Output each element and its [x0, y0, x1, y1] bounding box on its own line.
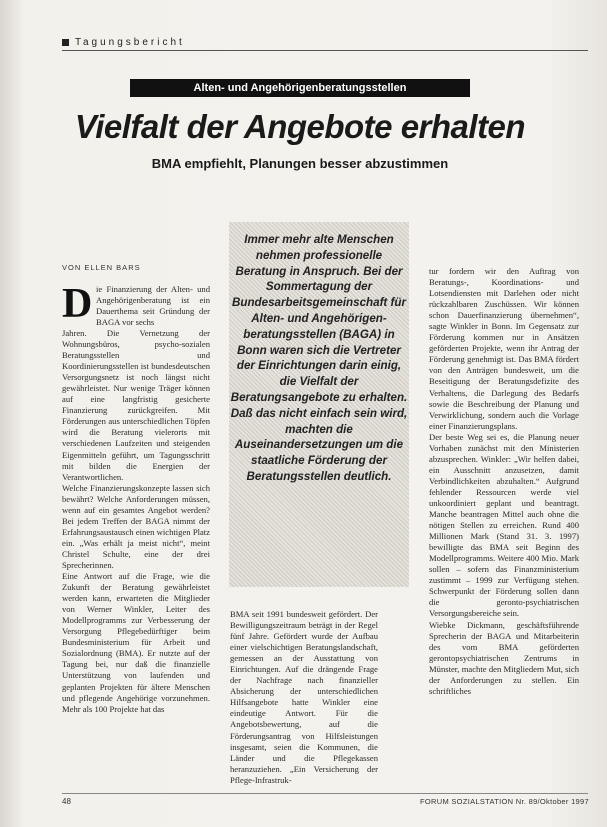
author-byline: VON ELLEN BARS	[62, 263, 141, 272]
bottom-rule	[62, 793, 588, 794]
headline: Vielfalt der Angebote erhalten	[74, 108, 526, 145]
pull-quote: Immer mehr alte Menschen nehmen professionelle Beratung in Anspruch. Bei der Sommertagung der Bundesarbeitsgemeinschaft für Alten- und Angehörigenberatungsstellen (BAGA) in Bonn waren sich die Vertreter der Einrichtungen darin einig, die Vielfalt der Beratungsangebote zu erhalten. Daß das nicht einfach sein wird, machten die Auseinandersetzungen um die staatliche Förderung der Beratungsstellen deutlich.	[229, 222, 409, 587]
page-number: 48	[62, 797, 71, 806]
subheadline: BMA empfiehlt, Planungen besser abzustimmen	[151, 156, 449, 171]
column-1: Jahren. Die Vernetzung der Wohnungsbüros, psycho-sozialen Beratungsstellen und Koordinierungsstellen ist bundesdeutschen Versorgungsnetz ist noch längst nicht gewährleistet. Nur wenige Träger können auf eine langfristig gesicherte Finanzierung zurückgreifen. Mit Förderungen aus unterschiedlichen Töpfen wird die Beratung vielerorts mit verschiedenen Laufzeiten und steigenden Eigenmitteln geführt, um Tagungsschritt mit bilden die Energien der Verantwortlichen. Welche Finanzierungskonzepte lassen sich bewährt? Welche Anforderungen müssen, wenn auf ein gesamtes Angebot werden? Bei jedem Treffen der BAGA nimmt der Erfahrungsaustausch einen wichtigen Platz ein. „Was erhält ja meist nicht“, meint Christel Schulte, eine der drei Sprecherinnen. Eine Antwort auf die Frage, wie die Zukunft der Beratung gewährleistet werden kann, erwarteten die Mitglieder von Werner Winkler, Leiter des Modellprogramms zur Verbesserung der Versorgung Pflegebedürftiger beim Bundesministerium für Arbeit und Sozialordnung (BMA). Er nutzte auf der Tagung bei, nur daß die finanzielle Unterstützung von laufenden und geplanten Projekten für ältere Menschen und pflegende Angehörige vorzunehmen. Mehr als 100 Projekte hat das	[62, 328, 210, 714]
column-1-intro: ie Finanzierung der Alten- und Angehörigenberatung ist ein Dauerthema seit Gründung der BAGA vor sechs	[96, 284, 210, 328]
rubric-label: Tagungsbericht	[75, 37, 185, 48]
top-rule	[62, 50, 588, 51]
rubric-square-icon	[62, 39, 69, 46]
drop-cap: D	[62, 281, 93, 327]
section-rubric	[62, 37, 185, 48]
column-3: tur fordern wir den Auftrag von Beratungs-, Koordinations- und Lotsendiensten mit Darlehen oder nicht rückzahlbaren Zuschüssen. Wir können schon Dauerfinanzierung übernehmen“, sagte Winkler in Bonn. Im Gegensatz zur Förderung kommen nur in Ansätzen geförderten Projekte, wenn ihr Antrag der Förderung genehmigt ist. Das BMA fördert von den Anträgen bundesweit, um die Beseitigung der Beratungsdefizite des Verhaltens, die Darlegung des Bedarfs sowie die Beschreibung der Planung und Verwirklichung, sondern auch die Vorlage einer Finanzierungsplans. Der beste Weg sei es, die Planung neuer Vorhaben zunächst mit den Ministerien abzusprechen. Winkler: „Wir helfen dabei, ein Ausschnitt anzusetzen, damit Verbindlichkeiten abzuhalten.“ Aufgrund fehlender Ressourcen werde viel unkoordiniert geplant und beantragt. Manche beantragen Mittel auch ohne die nötigen Stellen zu erreichen. Rund 400 Millionen Mark (Stand 31. 3. 1997) bewilligte das BMA seit Beginn des Modellprogramms. Weitere 400 Mio. Mark sollen – sofern das Finanzministerium zustimmt – 1999 zur Verfügung stehen. Schwerpunkt der Förderung sollen dann die geronto-psychiatrischen Versorgungsbereiche sein. Wiebke Dickmann, geschäftsführende Sprecherin der BAGA und Mitarbeiterin des vom BMA geförderten gerontopsychiatrischen Zentrums in Münster, machte den Mitgliedern Mut, sich der Anforderungen zu stellen. Ein schriftliches	[429, 266, 579, 696]
topic-banner: Alten- und Angehörigenberatungsstellen	[130, 79, 470, 97]
column-2: BMA seit 1991 bundesweit gefördert. Der Bewilligungszeitraum beträgt in der Regel fünf Jahre. Gefördert wurde der Aufbau einer vielschichtigen Beratungslandschaft, gemessen an der Ausstattung von Einrichtungen. Auf die drängende Frage der Nachfrage nach finanzieller Absicherung der unterschiedlichen Hilfsangebote hatte Winkler eine eindeutige Antwort. Für die Angebotsbewertung, auf die Förderungsantrag von Hilfsleistungen insgesamt, seien die Kommunen, die Länder und die Pflegekassen heranzuziehen. „Ein Versicherung der Pflege-Infrastruk-	[230, 609, 378, 785]
publication-footer: FORUM SOZIALSTATION Nr. 89/Oktober 1997	[420, 797, 589, 806]
